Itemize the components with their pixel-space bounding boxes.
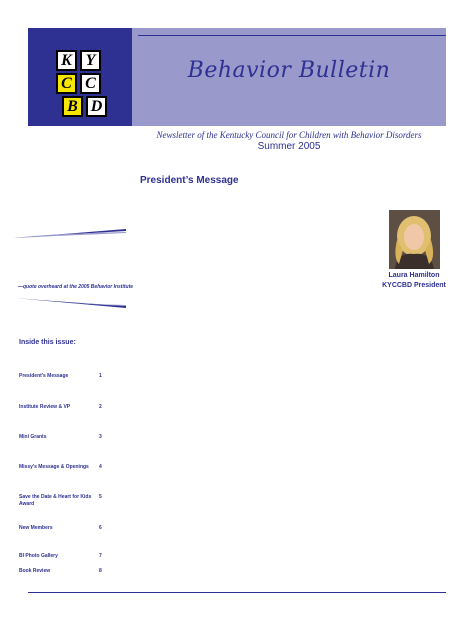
toc-item-page: 2: [99, 404, 102, 410]
toc-item-page: 7: [99, 553, 102, 559]
article-heading: President’s Message: [140, 175, 239, 186]
logo-tile-d: D: [86, 96, 107, 117]
kyccbd-logo: [28, 28, 132, 126]
banner-top-rule: [138, 35, 446, 36]
footer-rule: [28, 592, 446, 593]
toc-item-page: 4: [99, 464, 102, 470]
toc-item-label[interactable]: Missy’s Message & Openings: [19, 464, 89, 470]
logo-tile-c1: C: [56, 73, 77, 94]
toc-item-label[interactable]: New Members: [19, 525, 53, 531]
logo-tile-b: B: [62, 96, 83, 117]
toc-item-label[interactable]: Mini Grants: [19, 434, 47, 440]
quote-attribution: —quote overheard at the 2005 Behavior Institute: [18, 284, 134, 290]
toc-item-label[interactable]: Save the Date & Heart for Kids Award: [19, 494, 92, 507]
toc-item-label[interactable]: President’s Message: [19, 373, 69, 379]
newsletter-subtitle: Newsletter of the Kentucky Council for Children with Behavior Disorders: [156, 130, 422, 140]
quote-swoosh-top: [14, 229, 126, 238]
toc-item-label[interactable]: Book Review: [19, 568, 51, 574]
toc-heading: Inside this issue:: [19, 339, 76, 346]
toc-item-page: 8: [99, 568, 102, 574]
logo-tile-c2: C: [80, 73, 101, 94]
portrait-image: [389, 210, 440, 269]
toc-item-label[interactable]: BI Photo Gallery: [19, 553, 58, 559]
toc-item-page: 6: [99, 525, 102, 531]
toc-item-page: 5: [99, 494, 102, 500]
toc-item-label[interactable]: Institute Review & VP: [19, 404, 71, 410]
issue-date: Summer 2005: [257, 141, 321, 152]
quote-swoosh-bottom: [14, 298, 126, 308]
caption-title: KYCCBD President: [382, 282, 446, 289]
logo-tile-y: Y: [80, 50, 101, 71]
toc-item-page: 3: [99, 434, 102, 440]
photo-caption: [376, 271, 452, 291]
caption-name: Laura Hamilton: [388, 272, 440, 279]
logo-tile-k: K: [56, 50, 77, 71]
newsletter-title: Behavior Bulletin: [187, 58, 391, 83]
president-photo: [389, 210, 440, 269]
toc-item-page: 1: [99, 373, 102, 379]
